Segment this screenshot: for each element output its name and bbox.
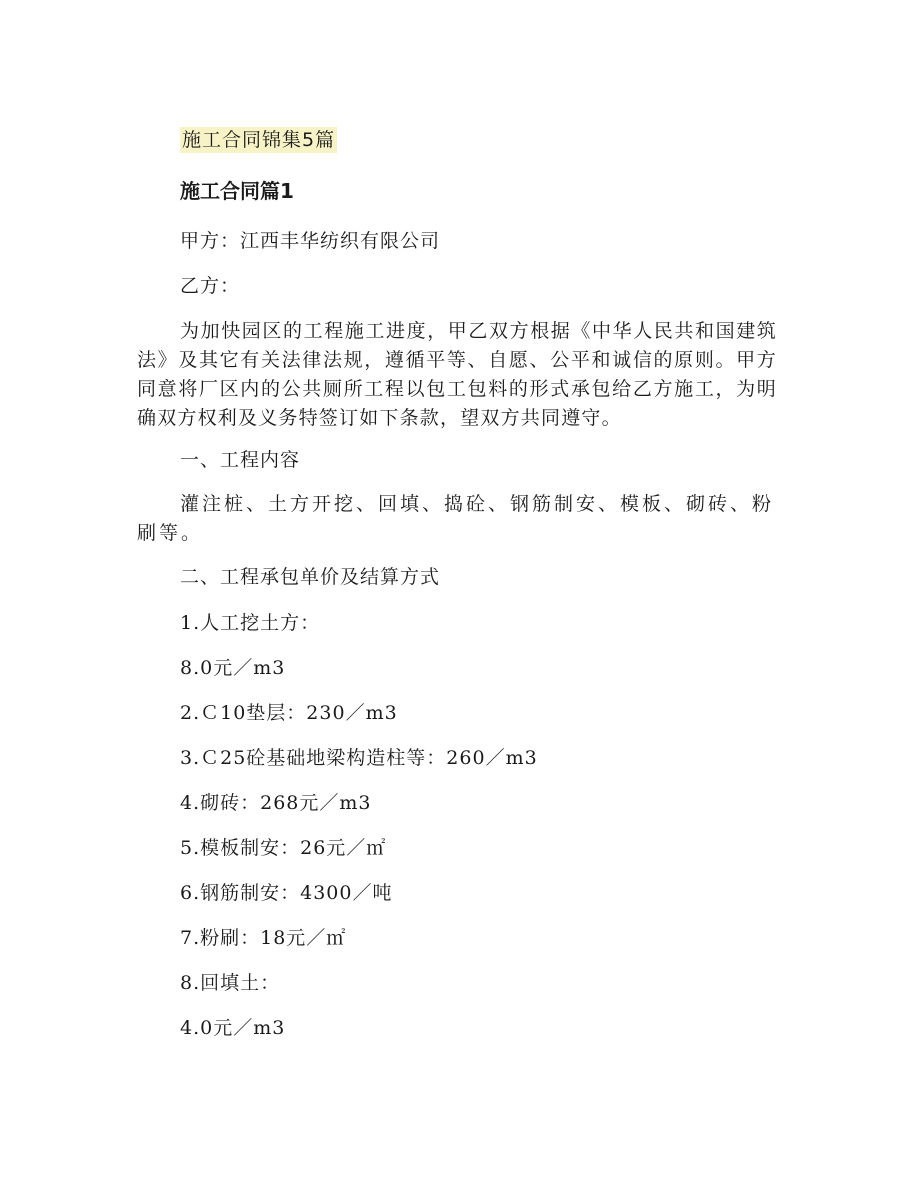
party-b-line: 乙方：: [180, 275, 241, 297]
heading-pricing: 二、工程承包单价及结算方式: [180, 566, 441, 588]
list-item: 8.0元／m3: [180, 657, 286, 679]
intro-paragraph: 为加快园区的工程施工进度，甲乙双方根据《中华人民共和国建筑法》及其它有关法律法规，遵循平等、自愿、公平和诚信的原则。甲方同意将厂区内的公共厕所工程以包工包料的形式承包给乙方施工，为明确双方权利及义务特签订如下条款，望双方共同遵守。: [137, 320, 777, 429]
list-item: 7.粉刷：18元／㎡: [180, 927, 347, 949]
party-a-line: 甲方：江西丰华纺织有限公司: [180, 230, 441, 252]
list-item: 6.钢筋制安：4300／吨: [180, 882, 393, 904]
list-item: 3.Ｃ25砼基础地梁构造柱等：260／m3: [180, 747, 538, 769]
list-item: 5.模板制安：26元／㎡: [180, 837, 387, 859]
list-item: 4.砌砖：268元／m3: [180, 792, 372, 814]
section-title: 施工合同篇1: [180, 179, 294, 203]
work-content-paragraph: 灌注桩、土方开挖、回填、捣砼、钢筋制安、模板、砌砖、粉刷等。: [137, 493, 775, 544]
list-item: 2.Ｃ10垫层：230／m3: [180, 702, 398, 724]
list-item: 1.人工挖土方：: [180, 612, 321, 634]
heading-work-content: 一、工程内容: [180, 449, 301, 471]
list-item: 4.0元／m3: [180, 1017, 286, 1039]
document-title: 施工合同锦集5篇: [182, 129, 336, 151]
list-item: 8.回填土：: [180, 972, 281, 994]
